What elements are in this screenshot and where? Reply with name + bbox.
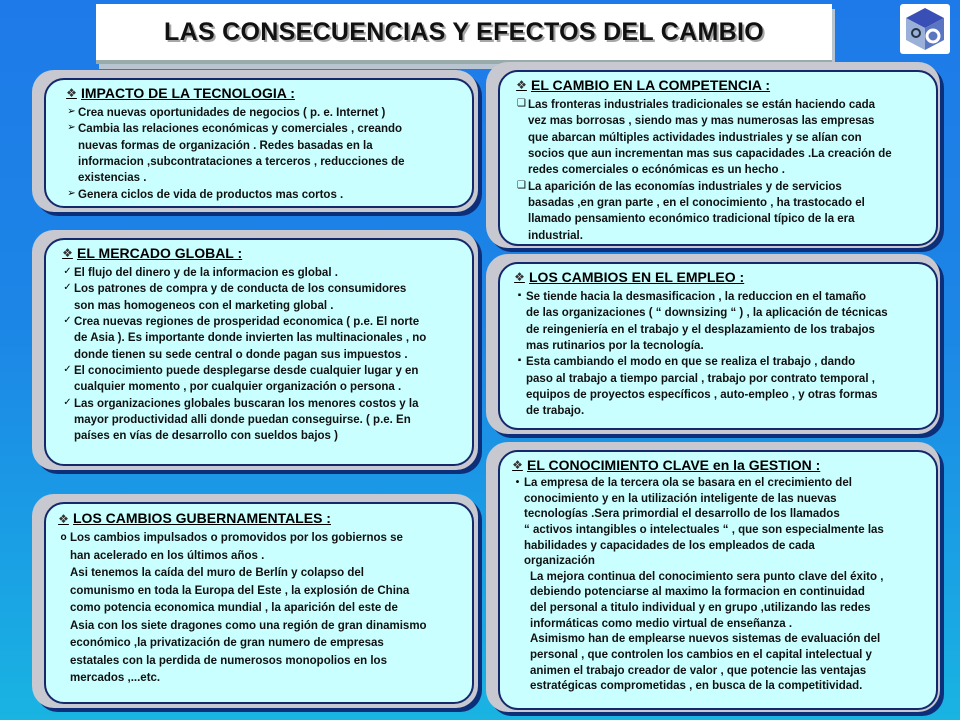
list-item: ✓ Las organizaciones globales buscaran los menores costos y la mayor productividad alli donde puedan conseguirse. ( p.e. En países en vías de desarrollo con sueldos bajos ) — [63, 396, 419, 443]
title-banner — [96, 4, 832, 64]
list-item: ▪ Se tiende hacia la desmasificacion , la reduccion en el tamaño de las organizaciones ( “ downsizing “ ) , la aplicación de técnicas de reingeniería en el trabajo y el desplazamiento de los trabajos mas rutinarios por la tecnología. — [514, 289, 926, 354]
list-item: ✓ El conocimiento puede desplegarse desde cualquier lugar y en cualquier momento , por cualquier organización o persona . — [63, 363, 419, 394]
arrow-bullet-icon: ➢ — [67, 187, 76, 199]
page-title: LAS CONSECUENCIAS Y EFECTOS DEL CAMBIO — [164, 17, 764, 46]
diamond-bullet-icon: ❖ — [516, 78, 527, 93]
list-item: ➢ Genera ciclos de vida de productos mas cortos . — [67, 187, 344, 201]
list-item: • La empresa de la tercera ola se basara en el crecimiento del conocimiento y en la utilización inteligente de las nuevas tecnologías .Sera primordial el desarrollo de los llamados “ activos intangibles o intelectuales “ , que son especialmente las habilidades y capacidades de los empleados de cada organización — [512, 476, 926, 570]
panel-mercado-heading — [62, 244, 462, 264]
list-item: ➢ Cambia las relaciones económicas y comerciales , creando nuevas formas de organización . Redes basadas en la informacion ,subcontrataciones a terceros , reducciones de existencias . — [67, 122, 405, 185]
diamond-bullet-icon: ❖ — [62, 246, 73, 261]
diamond-bullet-icon: ❖ — [512, 458, 523, 473]
panel-conocimiento — [498, 450, 938, 710]
panel-tecnologia-heading — [66, 84, 462, 104]
list-item: ➢ Crea nuevas oportunidades de negocios ( p. e. Internet ) — [67, 105, 386, 119]
diamond-bullet-icon: ❖ — [58, 511, 69, 526]
panel-tecnologia — [44, 78, 474, 208]
circle-bullet-icon: o — [60, 532, 67, 544]
checkmark-bullet-icon: ✓ — [63, 363, 72, 375]
list-item: ✓ El flujo del dinero y de la informacion es global . — [63, 265, 338, 279]
list-item: ▪ Esta cambiando el modo en que se realiza el trabajo , dando paso al trabajo a tiempo parcial , trabajo por contrato temporal , equipos de proyectos específicos , auto-empleo , y otras formas de trabajo. — [514, 354, 926, 419]
logo — [900, 4, 950, 54]
square-bullet-icon: ❑ — [517, 97, 526, 109]
square-bullet-icon: ❑ — [517, 179, 526, 191]
paragraph: La mejora continua del conocimiento sera punto clave del éxito , debiendo potenciarse al maximo la formacion en continuidad del personal a titulo individual y en grupo ,utilizando las redes informáticas como medio virtual de enseñanza . — [530, 570, 884, 630]
checkmark-bullet-icon: ✓ — [63, 265, 72, 277]
paragraph: Asi tenemos la caída del muro de Berlín y colapso del comunismo en toda la Europa del Este , la explosión de China como potencia economica mundial , la aparición del este de Asia con los siete dragones como una región de gran dinamismo económico ,la privatización de gran numero de empresas estatales con la perdida de numerosos monopolios en los mercados ,...etc. — [70, 567, 427, 685]
square-bullet-icon: ▪ — [517, 289, 522, 301]
diamond-bullet-icon: ❖ — [66, 86, 77, 101]
panel-conocimiento-heading — [512, 456, 926, 475]
checkmark-bullet-icon: ✓ — [63, 282, 72, 294]
heading-text: LOS CAMBIOS EN EL EMPLEO : — [529, 269, 745, 285]
panel-mercado — [44, 238, 474, 466]
panel-empleo-heading — [514, 268, 926, 288]
heading-text: IMPACTO DE LA TECNOLOGIA : — [81, 85, 295, 101]
heading-text: LOS CAMBIOS GUBERNAMENTALES : — [73, 510, 331, 526]
cube-logo-icon — [900, 4, 950, 54]
list-item: ❑ Las fronteras industriales tradicionales se están haciendo cada vez mas borrosas , siendo mas y mas numerosas las empresas que abarcan múltiples actividades industriales y se alían con socios que aun incrementan mas sus capacidades .La creación de redes comerciales o ecónómicas es un hecho . — [517, 97, 892, 177]
heading-text: EL MERCADO GLOBAL : — [77, 245, 243, 261]
panel-gubernamentales-heading — [58, 508, 462, 529]
panel-competencia — [498, 70, 938, 246]
dot-bullet-icon: • — [515, 477, 520, 489]
arrow-bullet-icon: ➢ — [67, 122, 76, 134]
list-item: ✓ Los patrones de compra y de conducta de los consumidores son mas homogeneos con el marketing global . — [63, 282, 407, 312]
checkmark-bullet-icon: ✓ — [63, 396, 72, 408]
paragraph: Asimismo han de emplearse nuevos sistemas de evaluación del personal , que controlen los cambios en el capital intelectual y animen el trabajo creador de valor , que potencie las ventajas estratégicas comprometidas , en busca de la competitividad. — [530, 633, 881, 693]
checkmark-bullet-icon: ✓ — [63, 314, 72, 326]
square-bullet-icon: ▪ — [517, 355, 522, 367]
heading-text: EL CONOCIMIENTO CLAVE en la GESTION : — [527, 457, 821, 473]
list-item: ❑ La aparición de las economías industriales y de servicios basadas ,en gran parte , en el conocimiento , ha trastocado el llamado pensamiento económico tradicional típico de la era industrial. — [517, 179, 865, 242]
panel-empleo — [498, 262, 938, 430]
arrow-bullet-icon: ➢ — [67, 105, 76, 117]
list-item: ✓ Crea nuevas regiones de prosperidad economica ( p.e. El norte de Asia ). Es importante donde invierten las multinacionales , no donde tienen su sede central o donde pagan sus impuestos . — [63, 314, 427, 361]
panel-competencia-heading — [516, 76, 926, 96]
diamond-bullet-icon: ❖ — [514, 270, 525, 285]
heading-text: EL CAMBIO EN LA COMPETENCIA : — [531, 77, 771, 93]
list-item: o Los cambios impulsados o promovidos por los gobiernos se han acelerado en los últimos años . — [58, 530, 462, 565]
panel-gubernamentales — [44, 502, 474, 704]
